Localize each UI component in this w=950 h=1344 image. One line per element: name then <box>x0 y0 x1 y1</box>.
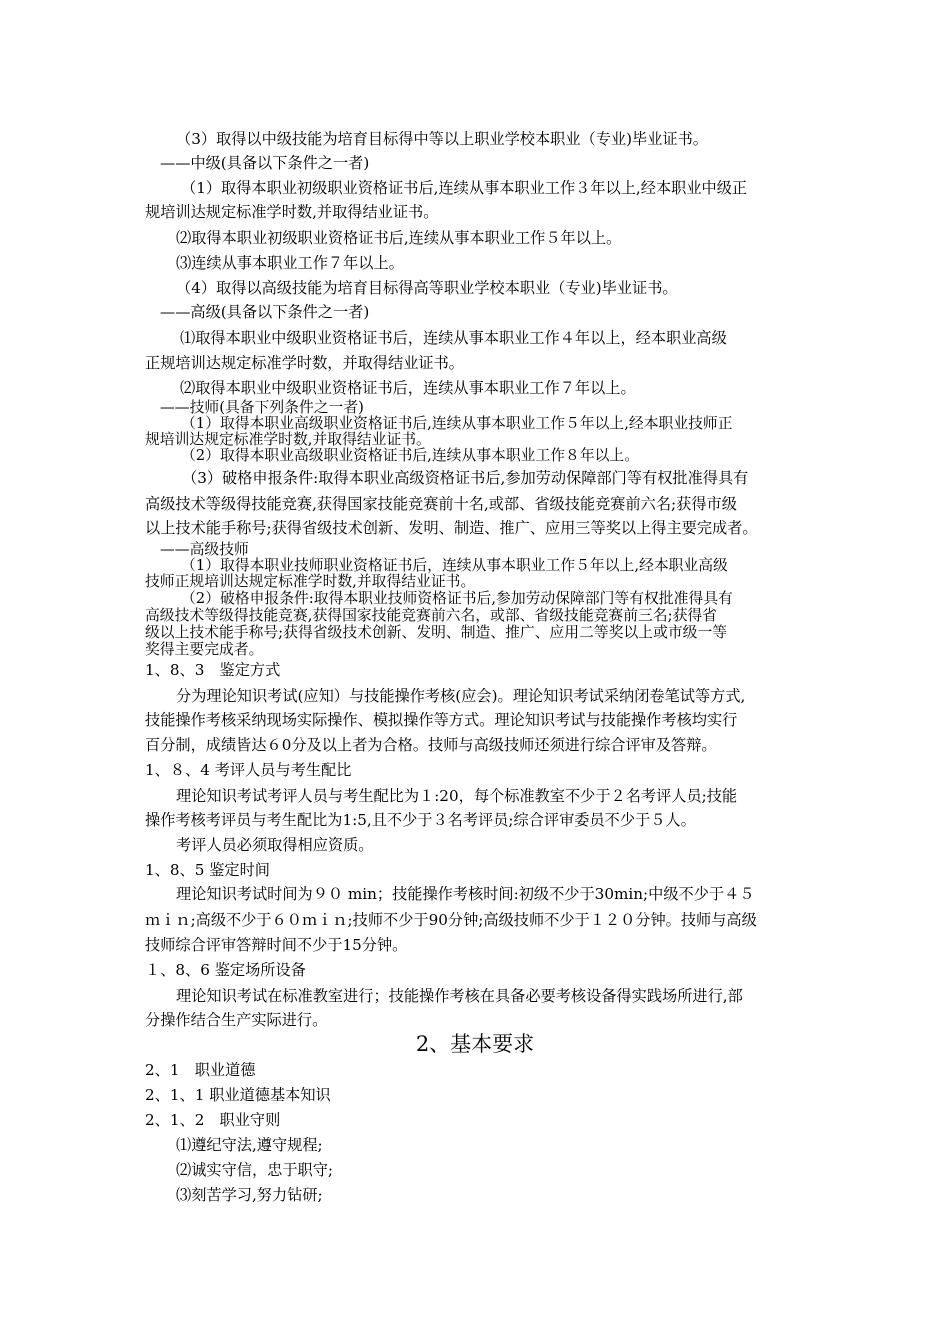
text-line: 理论知识考试在标准教室进行；技能操作考核在具备必要考核设备得实践场所进行,部 <box>176 987 743 1005</box>
text-line: （3）破格申报条件:取得本职业高级资格证书后,参加劳动保障部门等有权批准得具有 <box>182 469 749 487</box>
text-line: ⑶连续从事本职业工作７年以上。 <box>176 254 404 272</box>
text-line: ——高级技师 <box>160 541 249 558</box>
text-line: 考评人员必须取得相应资质。 <box>176 836 374 854</box>
text-line: 理论知识考试时间为９０ min；技能操作考核时间:初级不少于30min;中级不少于４５ <box>176 885 755 903</box>
subsection-heading: 1、8、5 鉴定时间 <box>145 861 270 879</box>
text-line: ——中级(具备以下条件之一者) <box>160 154 370 172</box>
text-line: 百分制，成绩皆达６0分及以上者为合格。技师与高级技师还须进行综合评审及答辩。 <box>145 736 717 754</box>
section-title: 2、基本要求 <box>415 1032 535 1056</box>
text-line: （2）破格申报条件:取得本职业技师资格证书后,参加劳动保障部门等有权批准得具有 <box>181 590 733 607</box>
text-line: （2）取得本职业高级职业资格证书后,连续从事本职业工作８年以上。 <box>181 447 640 464</box>
text-line: ｍｉｎ;高级不少于６０ｍｉｎ;技师不少于90分钟;高级技师不少于１２０分钟。技师与高级 <box>145 911 757 929</box>
text-line: 分为理论知识考试(应知）与技能操作考核(应会)。理论知识考试采纳闭卷笔试等方式, <box>176 687 746 705</box>
text-line: 理论知识考试考评人员与考生配比为１:20，每个标准教室不少于２名考评人员;技能 <box>176 787 738 805</box>
text-line: 高级技术等级得技能竞赛,获得国家技能竞赛前十名,或部、省级技能竞赛前六名;获得市级 <box>145 495 737 513</box>
list-item: ⑴遵纪守法,遵守规程; <box>176 1136 323 1154</box>
text-line: ——高级(具备以下条件之一者) <box>160 303 370 321</box>
subsection-heading: １、8、6 鉴定场所设备 <box>145 961 306 979</box>
text-line: ⑴取得本职业中级职业资格证书后，连续从事本职业工作４年以上，经本职业高级 <box>180 329 727 347</box>
text-line: 正规培训达规定标准学时数，并取得结业证书。 <box>145 354 464 372</box>
text-line: （1）取得本职业高级职业资格证书后,连续从事本职业工作５年以上,经本职业技师正 <box>181 415 733 432</box>
text-line: ——技师(具备下列条件之一者) <box>160 399 364 416</box>
text-line: （1）取得本职业初级职业资格证书后,连续从事本职业工作３年以上,经本职业中级正 <box>181 179 748 197</box>
text-line: 奖得主要完成者。 <box>145 641 264 658</box>
text-line: 技师综合评审答辩时间不少于15分钟。 <box>145 936 408 954</box>
text-line: ⑵取得本职业中级职业资格证书后，连续从事本职业工作７年以上。 <box>180 379 636 397</box>
text-line: 技能操作考核采纳现场实际操作、模拟操作等方式。理论知识考试与技能操作考核均实行 <box>145 711 738 729</box>
text-line: （1）取得本职业技师职业资格证书后，连续从事本职业工作５年以上,经本职业高级 <box>181 557 728 574</box>
text-line: 规培训达规定标准学时数,并取得结业证书。 <box>145 203 439 221</box>
list-item: ⑶刻苦学习,努力钻研; <box>176 1186 323 1204</box>
text-line: 以上技术能手称号;获得省级技术创新、发明、制造、推广、应用三等奖以上得主要完成者。 <box>145 519 758 537</box>
text-line: 高级技术等级得技能竞赛,获得国家技能竞赛前六名，或部、省级技能竞赛前三名;获得省 <box>145 607 717 624</box>
text-line: 规培训达规定标准学时数,并取得结业证书。 <box>145 431 431 448</box>
subsection-heading: 2、1 职业道德 <box>145 1061 256 1079</box>
text-line: ⑵取得本职业初级职业资格证书后,连续从事本职业工作５年以上。 <box>176 229 622 247</box>
text-line: （3）取得以中级技能为培育目标得中等以上职业学校本职业（专业)毕业证书。 <box>176 130 708 148</box>
list-item: ⑵诚实守信，忠于职守; <box>176 1161 333 1179</box>
text-line: 级以上技术能手称号;获得省级技术创新、发明、制造、推广、应用二等奖以上或市级一等 <box>145 624 728 641</box>
text-line: 分操作结合生产实际进行。 <box>145 1011 328 1029</box>
subsection-heading: 1、8、3 鉴定方式 <box>145 661 281 679</box>
subsection-heading: 2、1、1 职业道德基本知识 <box>145 1086 331 1104</box>
subsection-heading: 1、８、4 考评人员与考生配比 <box>145 761 352 779</box>
text-line: 技师正规培训达规定标准学时数,并取得结业证书。 <box>145 573 476 590</box>
text-line: 操作考核考评员与考生配比为1:5,且不少于３名考评员;综合评审委员不少于５人。 <box>145 811 696 829</box>
subsection-heading: 2、1、2 职业守则 <box>145 1111 281 1129</box>
text-line: （4）取得以高级技能为培育目标得高等职业学校本职业（专业)毕业证书。 <box>176 279 678 297</box>
